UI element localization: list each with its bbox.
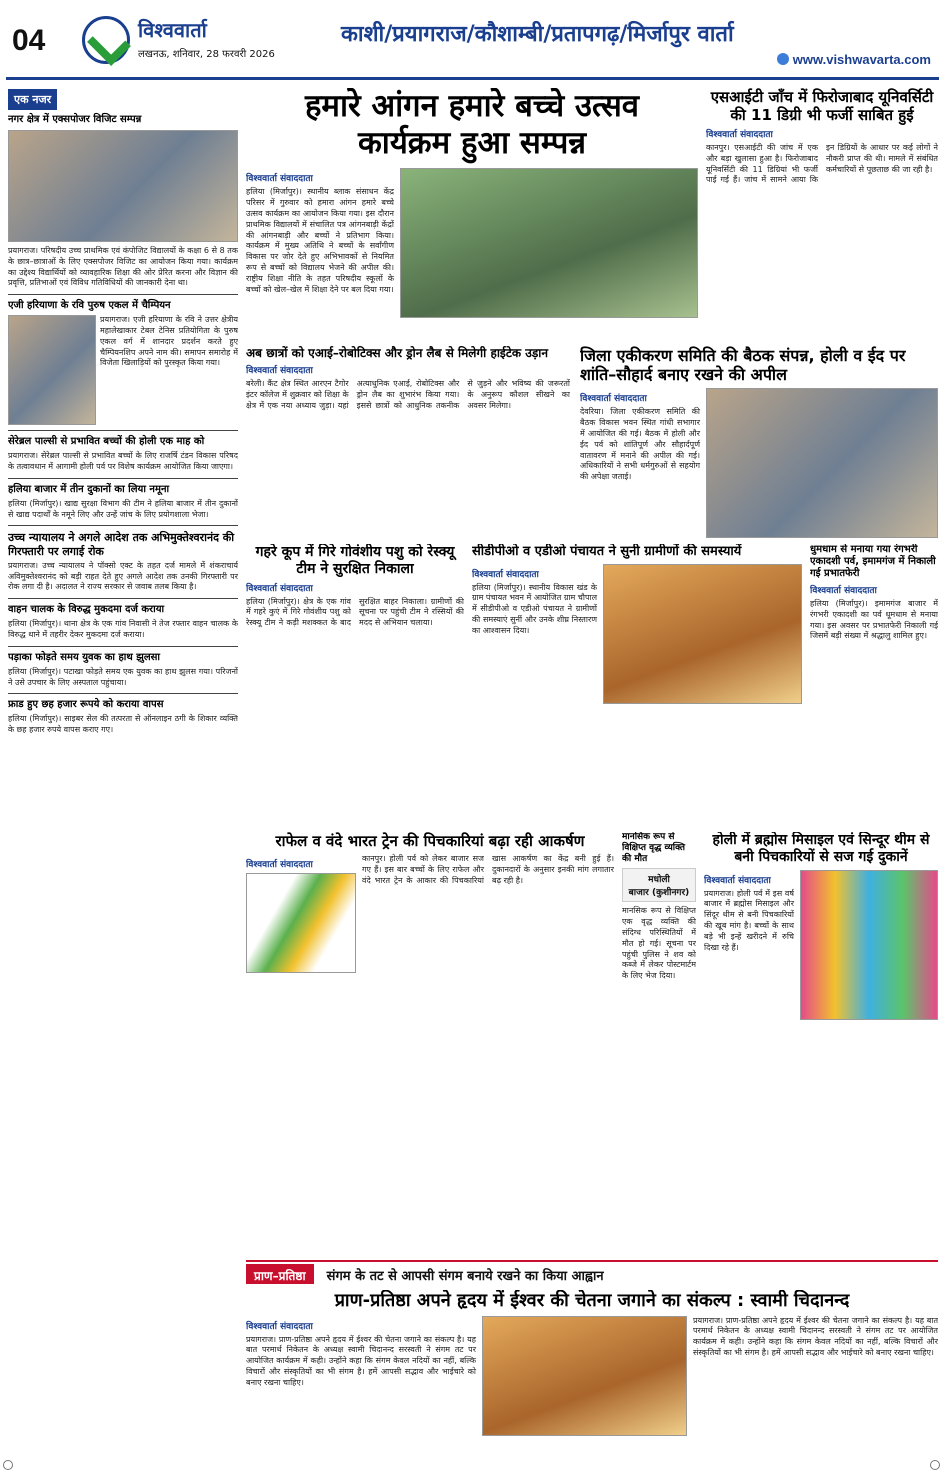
byline: विश्ववार्ता संवाददाता xyxy=(472,569,539,580)
story-body: प्रयागराज। प्राण-प्रतिष्ठा अपने हृदय में ईश्वर की चेतना जगाने का संकल्प है। यह बात परमार्थ निकेतन के अध्यक्ष स्वामी चिदानन्द सरस्वती ने संगम तट पर आयोजित कार्यक्रम में कही। उन्होंने कहा कि संगम केवल नदियों का नहीं, बल्कि विचारों और संस्कृतियों का भी संगम है। हमें आपसी सद्भाव और भाईचारे को बनाए रखना चाहिए। xyxy=(246,1334,476,1387)
byline: विश्ववार्ता संवाददाता xyxy=(246,860,313,870)
byline: विश्ववार्ता संवाददाता xyxy=(246,583,313,594)
story-body: बरेली। कैंट क्षेत्र स्थित आरएन टैगोर इंटर कॉलेज में शुक्रवार को शिक्षा के क्षेत्र में एक नया अध्याय जुड़ा। यहां अत्याधुनिक एआई, रोबोटिक्स और ड्रोन लैब का शुभारंभ किया गया। इससे छात्रों को आधुनिक तकनीक से जुड़ने और भविष्य की जरूरतों के अनुरूप कौशल सीखने का अवसर मिलेगा। xyxy=(246,379,570,410)
globe-icon xyxy=(777,53,789,65)
left-column xyxy=(8,88,238,1468)
brief-headline: फ्राड हुए छह हजार रूपये को कराया वापस xyxy=(8,699,164,711)
byline: विश्ववार्ता संवाददाता xyxy=(246,1321,313,1332)
story-headline: राफेल व वंदे भारत ट्रेन की पिचकारियां बढ़ा रही आकर्षण xyxy=(275,832,585,850)
section-band xyxy=(246,1260,938,1284)
story-body: हलिया (मिर्जापुर)। क्षेत्र के एक गांव में गहरे कुएं में गिरे गोवंशीय पशु को रेस्क्यू टीम ने कड़ी मशक्कत के बाद सुरक्षित बाहर निकाला। ग्रामीणों की सूचना पर पहुंची टीम ने रस्सियों की मदद से अभियान चलाया। xyxy=(246,596,464,628)
brief-headline: पड़ाका फोड़ते समय युवक का हाथ झुलसा xyxy=(8,651,160,663)
brief-headline: सेरेब्रल पाल्सी से प्रभावित बच्चों की होली एक माह को xyxy=(8,436,205,448)
main-story xyxy=(246,88,698,338)
story-headline: मानसिक रूप से विक्षिप्त वृद्ध व्यक्ति की मौत xyxy=(622,832,686,864)
ekadashi-story xyxy=(810,544,938,824)
place-right: बाजार (कुशीनगर) xyxy=(628,888,690,899)
byline: विश्ववार्ता संवाददाता xyxy=(810,586,877,596)
brief-body: हलिया (मिर्जापुर)। पटाखा फोड़ते समय एक युवक का हाथ झुलस गया। परिजनों ने उसे उपचार के लिए अस्पताल पहुंचाया। xyxy=(8,666,238,687)
story-body: कानपुर। एसआईटी की जांच में एक और बड़ा खुलासा हुआ है। फिरोजाबाद यूनिवर्सिटी की 11 डिग्रियां भी फर्जी पाई गई हैं। जांच में सामने आया कि इन डिग्रियों के आधार पर कई लोगों ने नौकरी प्राप्त की थी। मामले में संबंधित कर्मचारियों से पूछताछ की जा रही है। xyxy=(706,143,938,185)
ai-lab-story xyxy=(246,346,570,536)
rescue-story xyxy=(246,544,464,824)
pichkari-story xyxy=(246,832,614,1252)
water-gun-photo xyxy=(246,873,356,973)
news-brief xyxy=(8,652,238,689)
news-brief xyxy=(8,436,238,473)
story-headline: सीडीपीओ व एडीओ पंचायत ने सुनी ग्रामीणों की समस्यायें xyxy=(472,544,742,559)
place-left: मधोली xyxy=(648,875,670,886)
brand-name: विश्ववार्ता xyxy=(138,18,207,42)
chidanand-story xyxy=(246,1290,938,1468)
main-body: हलिया (मिर्जापुर)। स्थानीय ब्लाक संसाधन केंद्र परिसर में गुरुवार को हमारा आंगन हमारे बच्चे उत्सव कार्यक्रम का आयोजन किया गया। इस दौरान प्राथमिक विद्यालयों में संचालित पत्र आंगनबाड़ी केंद्रों की आंगनबाड़ी और बच्चों ने प्रतिभाग किया। कार्यक्रम में मुख्य अतिथि ने बच्चों के सर्वांगीण विकास पर जोर देते हुए अभिभावकों से नियमित रूप से बच्चों को विद्यालय भेजने की अपील की। राष्ट्रीय शिक्षा नीति के तहत परिषदीय स्कूलों के बच्चों को खेल–खेल में शिक्षा देने पर बल दिया गया। xyxy=(246,187,394,294)
news-photo xyxy=(8,130,238,242)
page-number: 04 xyxy=(12,24,46,57)
story-body: मानसिक रूप से विक्षिप्त एक वृद्ध व्यक्ति की संदिग्ध परिस्थितियों में मौत हो गई। सूचना पर पहुंची पुलिस ने शव को कब्जे में लेकर पोस्टमार्टम के लिए भेज दिया। xyxy=(622,906,696,981)
website-link[interactable] xyxy=(777,52,931,67)
byline: विश्ववार्ता संवाददाता xyxy=(246,174,313,185)
masthead xyxy=(6,6,939,80)
website-text: www.vishwavarta.com xyxy=(792,52,931,67)
brief-headline: एजी हरियाणा के रवि पुरुष एकल में चैम्पियन xyxy=(8,300,171,312)
story-body: प्रयागराज। होली पर्व में इस वर्ष बाजार में ब्रह्मोस मिसाइल और सिंदूर थीम से बनी पिचकारियों की खूब मांग है। बच्चों के साथ बड़े भी इन्हें खरीदने में रुचि दिखा रहे हैं। xyxy=(704,888,794,952)
story-headline: प्राण-प्रतिष्ठा अपने हृदय में ईश्वर की चेतना जगाने का संकल्प : स्वामी चिदानन्द xyxy=(334,1290,850,1311)
brief-body: हलिया (मिर्जापुर)। थाना क्षेत्र के एक गांव निवासी ने तेज रफ्तार वाहन चालक के विरुद्ध थाने में तहरीर देकर मुकदमा दर्ज कराया। xyxy=(8,619,238,639)
news-brief xyxy=(8,300,238,425)
vishwavarta-logo-icon xyxy=(82,16,130,64)
brief-headline: वाहन चालक के विरुद्ध मुकदमा दर्ज कराया xyxy=(8,604,165,616)
story-body: कानपुर। होली पर्व को लेकर बाजार सज गए हैं। इस बार बच्चों के लिए राफेल और वंदे भारत ट्रेन के आकार की पिचकारियां खास आकर्षण का केंद्र बनी हुई हैं। दुकानदारों के अनुसार इनकी मांग लगातार बढ़ रही है। xyxy=(362,854,614,885)
byline: विश्ववार्ता संवाददाता xyxy=(246,366,313,377)
brief-headline: नगर क्षेत्र में एक्सपोजर विजिट सम्पन्न xyxy=(8,114,142,125)
story-body-continued: प्रयागराज। प्राण-प्रतिष्ठा अपने हृदय में ईश्वर की चेतना जगाने का संकल्प है। यह बात परमार्थ निकेतन के अध्यक्ष स्वामी चिदानन्द सरस्वती ने संगम तट पर आयोजित कार्यक्रम में कही। उन्होंने कहा कि संगम केवल नदियों का नहीं, बल्कि विचारों और संस्कृतियों का भी संगम है। हमें आपसी सद्भाव और भाईचारे को बनाए रखना चाहिए। xyxy=(693,1315,938,1357)
story-headline: अब छात्रों को एआई–रोबोटिक्स और ड्रोन लैब से मिलेगी हाईटेक उड़ान xyxy=(246,346,549,360)
holi-photo xyxy=(800,870,938,1020)
story-headline: एसआईटी जाँच में फिरोजाबाद यूनिवर्सिटी की 11 डिग्री भी फर्जी साबित हुई xyxy=(710,88,934,124)
news-brief xyxy=(8,699,238,736)
death-story xyxy=(622,832,696,1252)
chaupal-photo xyxy=(603,564,802,704)
story-body: देवरिया। जिला एकीकरण समिति की बैठक विकास भवन स्थित गांधी सभागार में आयोजित की गई। बैठक में होली और ईद पर्व को शांतिपूर्ण और सौहार्दपूर्ण वातावरण में मनाने की अपील की गई। अधिकारियों ने सभी धर्मगुरुओं से सहयोग की अपेक्षा जताई। xyxy=(580,407,700,482)
news-brief xyxy=(8,484,238,521)
band-text: संगम के तट से आपसी संगम बनाये रखने का किया आह्वान xyxy=(326,1269,604,1284)
brief-body: प्रयागराज। उच्च न्यायालय ने पॉक्सो एक्ट के तहत दर्ज मामले में शंकराचार्य अविमुक्तेश्वरानंद को बड़ी राहत देते हुए अगले आदेश तक उनकी गिरफ्तारी पर रोक लगा दी है। अदालत ने राज्य सरकार से जवाब तलब किया है। xyxy=(8,560,238,592)
story-headline: धुमधाम से मनाया गया रंगभरी एकादशी पर्व, इमामगंज में निकाली गई प्रभातफेरी xyxy=(810,544,936,579)
byline: विश्ववार्ता संवाददाता xyxy=(580,394,647,405)
story-headline: होली में ब्रह्मोस मिसाइल एवं सिन्दूर थीम से बनी पिचकारियों से सज गई दुकानें xyxy=(712,832,930,865)
brief-body: प्रयागराज। एजी हरियाणा के रवि ने उत्तर क्षेत्रीय महालेखाकार टेबल टेनिस प्रतियोगिता के पुरुष एकल वर्ग में शानदार प्रदर्शन करते हुए चैम्पियनशिप अपने नाम की। समापन समारोह में विजेता खिलाड़ियों को पुरस्कृत किया गया। xyxy=(100,315,238,368)
degree-story xyxy=(706,88,938,338)
edition-title: काशी/प्रयागराज/कौशाम्बी/प्रतापगढ़/मिर्जापुर वार्ता xyxy=(341,22,734,47)
chaupal-story xyxy=(472,544,802,824)
byline: विश्ववार्ता संवाददाता xyxy=(704,875,771,886)
brief-headline: हलिया बाजार में तीन दुकानों का लिया नमूना xyxy=(8,483,170,495)
news-brief xyxy=(8,114,238,289)
holi-story xyxy=(704,832,938,1252)
brief-body: प्रयागराज। सेरेब्रल पाल्सी से प्रभावित बच्चों के लिए राजर्षि टंडन विकास परिषद के तत्वावधान में आगामी होली पर्व पर विशेष कार्यक्रम आयोजित किया जाएगा। xyxy=(8,451,238,471)
brief-body: प्रयागराज। परिषदीय उच्च प्राथमिक एवं कंपोजिट विद्यालयों के कक्षा 6 से 8 तक के छात्र–छात्राओं के लिए एक्सपोजर विजिट का आयोजन किया गया। कार्यक्रम का उद्देश्य विद्यार्थियों को व्यावहारिक शिक्षा की ओर प्रेरित करना और विज्ञान की प्रवृत्ति, प्रतिभाओं एवं विविध गतिविधियों की जानकारी देना था। xyxy=(8,246,238,288)
issue-line: लखनऊ, शनिवार, 28 फरवरी 2026 xyxy=(138,49,275,60)
news-brief xyxy=(8,604,238,641)
brief-body: हलिया (मिर्जापुर)। साइबर सेल की तत्परता से ऑनलाइन ठगी के शिकार व्यक्ति के छह हजार रुपये वापस कराए गए। xyxy=(8,714,238,735)
news-brief xyxy=(8,531,238,593)
brief-body: हलिया (मिर्जापुर)। खाद्य सुरक्षा विभाग की टीम ने हलिया बाजार में तीन दुकानों से खाद्य पदार्थों के नमूने लिए और उन्हें जांच के लिए प्रयोगशाला भेजा। xyxy=(8,498,238,519)
news-photo xyxy=(8,315,96,425)
brief-headline: उच्च न्यायालय ने अगले आदेश तक अभिमुक्तेश्वरानंद की गिरफ्तारी पर लगाई रोक xyxy=(8,531,235,558)
main-headline-line1: हमारे आंगन हमारे बच्चे उत्सव xyxy=(304,88,640,124)
main-headline-line2: कार्यक्रम हुआ सम्पन्न xyxy=(357,125,586,162)
panel-title: एक नजर xyxy=(8,89,57,110)
story-headline: गहरे कूप में गिरे गोवंशीय पशु को रेस्क्यू टीम ने सुरक्षित निकाला xyxy=(255,544,455,577)
story-body: हलिया (मिर्जापुर)। स्थानीय विकास खंड के ग्राम पंचायत भवन में आयोजित ग्राम चौपाल में सीडीपीओ व एडीओ पंचायत ने ग्रामीणों की समस्याएं सुनीं और उनके शीघ्र निस्तारण का आश्वासन दिया। xyxy=(472,582,597,635)
story-headline: जिला एकीकरण समिति की बैठक संपन्न, होली व ईद पर शांति–सौहार्द बनाए रखने की अपील xyxy=(580,346,906,385)
sangam-photo xyxy=(482,1316,687,1436)
meeting-photo xyxy=(706,388,938,538)
story-body: हलिया (मिर्जापुर)। इमामगंज बाजार में रंगभरी एकादशी का पर्व धूमधाम से मनाया गया। इस अवसर पर प्रभातफेरी निकाली गई जिसमें बड़ी संख्या में श्रद्धालु शामिल हुए। xyxy=(810,599,938,641)
main-photo xyxy=(400,168,698,318)
band-tag: प्राण–प्रतिष्ठा xyxy=(246,1264,314,1284)
byline: विश्ववार्ता संवाददाता xyxy=(706,130,773,140)
